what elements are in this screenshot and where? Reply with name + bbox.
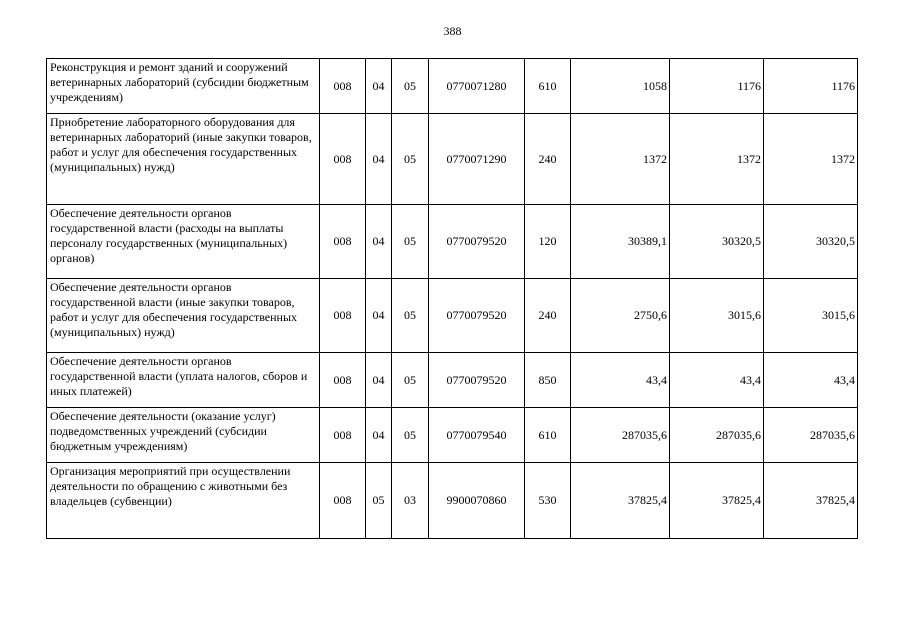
row-description: Обеспечение деятельности органов государственной власти (расходы на выплаты персоналу государственных (муниципальных) органов) — [47, 205, 320, 279]
row-section: 04 — [366, 114, 392, 205]
row-section: 05 — [366, 463, 392, 539]
table-row — [47, 114, 858, 205]
row-target-article: 0770071290 — [429, 114, 525, 205]
row-expense-type: 850 — [525, 353, 571, 408]
row-expense-type: 240 — [525, 114, 571, 205]
row-sum-1: 287035,6 — [571, 408, 670, 463]
row-sum-3: 287035,6 — [764, 408, 858, 463]
row-sum-3: 1372 — [764, 114, 858, 205]
table-row — [47, 353, 858, 408]
row-expense-type: 610 — [525, 408, 571, 463]
row-target-article: 9900070860 — [429, 463, 525, 539]
row-expense-type: 610 — [525, 59, 571, 114]
row-sum-3: 43,4 — [764, 353, 858, 408]
row-subsection: 05 — [392, 408, 429, 463]
row-sum-2: 37825,4 — [670, 463, 764, 539]
row-grbs: 008 — [320, 408, 366, 463]
row-sum-2: 30320,5 — [670, 205, 764, 279]
row-expense-type: 530 — [525, 463, 571, 539]
row-subsection: 03 — [392, 463, 429, 539]
row-description: Обеспечение деятельности (оказание услуг) подведомственных учреждений (субсидии бюджетным учреждениям) — [47, 408, 320, 463]
row-grbs: 008 — [320, 279, 366, 353]
row-sum-1: 37825,4 — [571, 463, 670, 539]
table-row — [47, 408, 858, 463]
row-target-article: 0770079520 — [429, 205, 525, 279]
row-sum-2: 287035,6 — [670, 408, 764, 463]
table-row — [47, 279, 858, 353]
row-target-article: 0770079520 — [429, 353, 525, 408]
row-subsection: 05 — [392, 279, 429, 353]
row-grbs: 008 — [320, 59, 366, 114]
table-row — [47, 463, 858, 539]
row-grbs: 008 — [320, 205, 366, 279]
row-section: 04 — [366, 279, 392, 353]
row-sum-2: 43,4 — [670, 353, 764, 408]
row-sum-3: 30320,5 — [764, 205, 858, 279]
row-sum-2: 1372 — [670, 114, 764, 205]
row-sum-3: 1176 — [764, 59, 858, 114]
row-sum-1: 2750,6 — [571, 279, 670, 353]
row-description: Обеспечение деятельности органов государственной власти (иные закупки товаров, работ и услуг для обеспечения государственных (муниципальных) нужд) — [47, 279, 320, 353]
page-number: 388 — [443, 24, 462, 38]
row-sum-2: 3015,6 — [670, 279, 764, 353]
row-sum-2: 1176 — [670, 59, 764, 114]
row-sum-3: 37825,4 — [764, 463, 858, 539]
row-sum-1: 1372 — [571, 114, 670, 205]
row-description: Приобретение лабораторного оборудования для ветеринарных лабораторий (иные закупки товаров, работ и услуг для обеспечения государственных (муниципальных) нужд) — [47, 114, 320, 205]
row-target-article: 0770079540 — [429, 408, 525, 463]
row-expense-type: 240 — [525, 279, 571, 353]
row-description: Обеспечение деятельности органов государственной власти (уплата налогов, сборов и иных платежей) — [47, 353, 320, 408]
row-sum-3: 3015,6 — [764, 279, 858, 353]
row-section: 04 — [366, 59, 392, 114]
row-grbs: 008 — [320, 114, 366, 205]
row-subsection: 05 — [392, 59, 429, 114]
row-sum-1: 1058 — [571, 59, 670, 114]
row-target-article: 0770071280 — [429, 59, 525, 114]
row-section: 04 — [366, 353, 392, 408]
row-expense-type: 120 — [525, 205, 571, 279]
row-grbs: 008 — [320, 353, 366, 408]
row-subsection: 05 — [392, 205, 429, 279]
row-section: 04 — [366, 408, 392, 463]
row-description: Реконструкция и ремонт зданий и сооружений ветеринарных лабораторий (субсидии бюджетным учреждениям) — [47, 59, 320, 114]
row-grbs: 008 — [320, 463, 366, 539]
budget-table — [46, 58, 858, 539]
row-subsection: 05 — [392, 353, 429, 408]
row-section: 04 — [366, 205, 392, 279]
table-row — [47, 205, 858, 279]
row-sum-1: 43,4 — [571, 353, 670, 408]
row-subsection: 05 — [392, 114, 429, 205]
row-description: Организация мероприятий при осуществлении деятельности по обращению с животными без владельцев (субвенции) — [47, 463, 320, 539]
table-row — [47, 59, 858, 114]
row-target-article: 0770079520 — [429, 279, 525, 353]
row-sum-1: 30389,1 — [571, 205, 670, 279]
